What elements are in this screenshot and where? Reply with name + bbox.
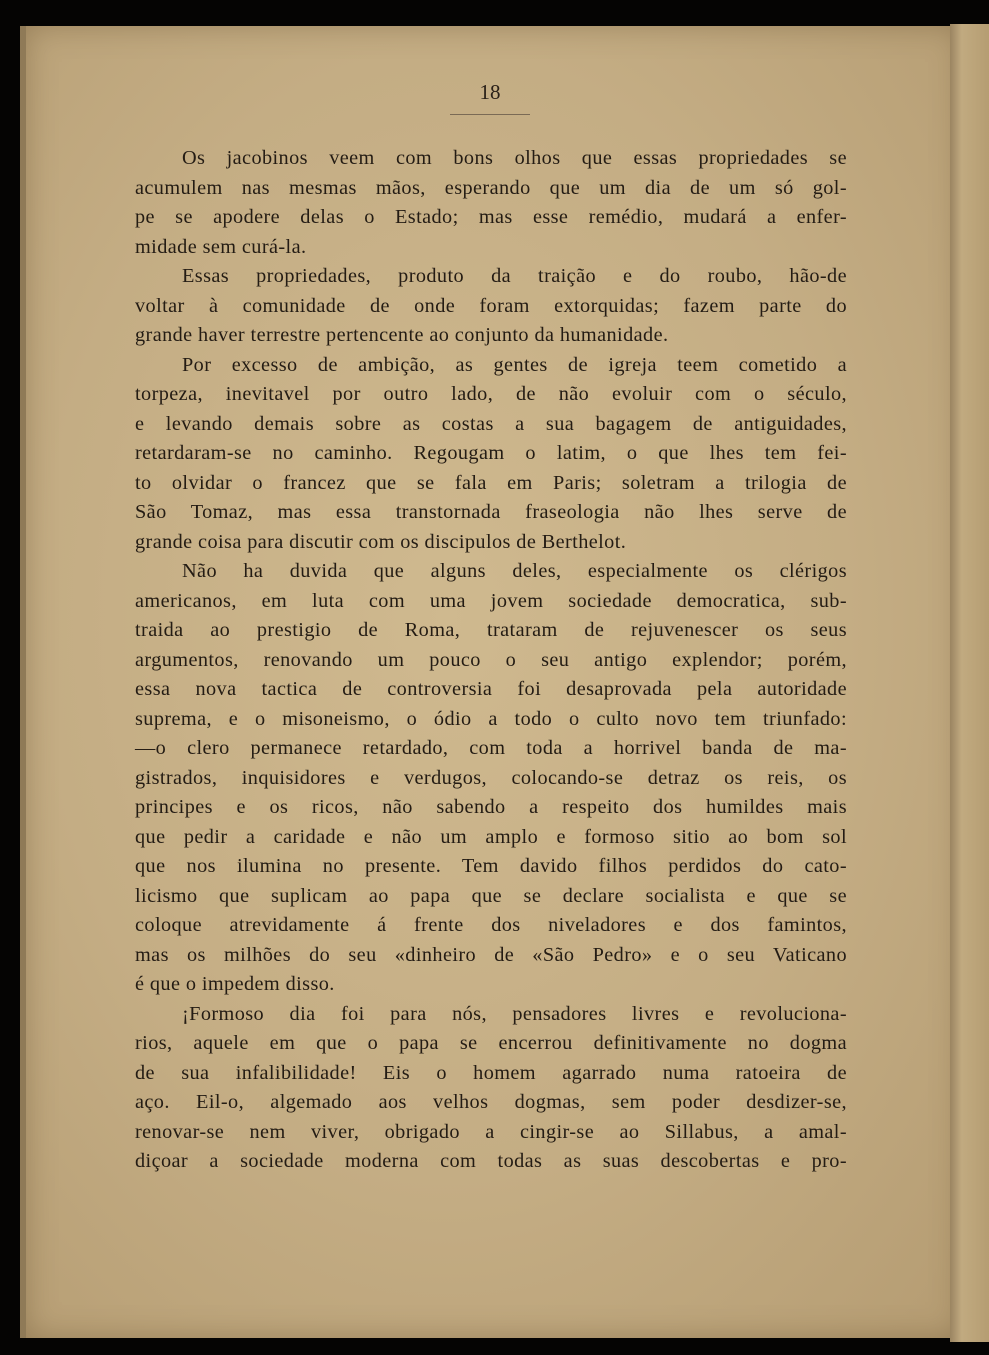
text-line: acumulem nas mesmas mãos, esperando que um dia de um só gol- [135, 176, 847, 199]
text-line: to olvidar o francez que se fala em Paris; soletram a trilogia de [135, 471, 847, 494]
text-line: renovar-se nem viver, obrigado a cingir-se ao Sillabus, a amal- [135, 1120, 847, 1143]
text-line: e levando demais sobre as costas a sua bagagem de antiguidades, [135, 412, 847, 435]
text-line: que nos ilumina no presente. Tem davido filhos perdidos do cato- [135, 855, 847, 877]
text-line: aço. Eil-o, algemado aos velhos dogmas, sem poder desdizer-se, [135, 1091, 847, 1113]
text-line: torpeza, inevitavel por outro lado, de não evoluir com o século, [135, 383, 847, 405]
text-line: ¡Formoso dia foi para nós, pensadores livres e revoluciona- [182, 1002, 847, 1025]
text-line: gistrados, inquisidores e verdugos, colocando-se detraz os reis, os [135, 766, 847, 789]
text-line: é que o impedem disso. [135, 973, 335, 995]
text-line: diçoar a sociedade moderna com todas as suas descobertas e pro- [135, 1150, 847, 1172]
body-text [135, 144, 847, 1177]
text-line: midade sem curá-la. [135, 235, 307, 258]
text-line: Essas propriedades, produto da traição e do roubo, hão-de [182, 265, 847, 287]
text-line: —o clero permanece retardado, com toda a horrivel banda de ma- [135, 737, 847, 759]
text-line: retardaram-se no caminho. Regougam o latim, o que lhes tem fei- [135, 442, 847, 464]
text-line: voltar à comunidade de onde foram extorquidas; fazem parte do [135, 294, 847, 317]
text-line: principes e os ricos, não sabendo a respeito dos humildes mais [135, 796, 847, 818]
text-line: Os jacobinos veem com bons olhos que essas propriedades se [182, 147, 847, 169]
text-line: de sua infalibilidade! Eis o homem agarrado numa ratoeira de [135, 1061, 847, 1084]
text-line: pe se apodere delas o Estado; mas esse remédio, mudará a enfer- [135, 206, 847, 228]
text-line: traida ao prestigio de Roma, trataram de rejuvenescer os seus [135, 619, 847, 641]
page-number: 18 [479, 80, 501, 104]
header-rule [450, 114, 530, 115]
text-line: coloque atrevidamente á frente dos niveladores e dos famintos, [135, 914, 847, 936]
text-line: mas os milhões do seu «dinheiro de «São Pedro» e o seu Vaticano [135, 943, 847, 966]
text-line: que pedir a caridade e não um amplo e formoso sitio ao bom sol [135, 825, 847, 848]
text-line: americanos, em luta com uma jovem sociedade democratica, sub- [135, 589, 847, 612]
text-line: suprema, e o misoneismo, o ódio a todo o culto novo tem triunfado: [135, 707, 847, 730]
text-line: essa nova tactica de controversia foi desaprovada pela autoridade [135, 678, 847, 700]
text-line: licismo que suplicam ao papa que se declare socialista e que se [135, 884, 847, 907]
adjacent-page-edge [950, 24, 989, 1342]
text-line: Por excesso de ambição, as gentes de igreja teem cometido a [182, 353, 847, 376]
text-line: grande coisa para discutir com os discipulos de Berthelot. [135, 530, 627, 553]
text-line: Não ha duvida que alguns deles, especialmente os clérigos [182, 560, 847, 582]
text-line: São Tomaz, mas essa transtornada fraseologia não lhes serve de [135, 501, 847, 523]
text-line: rios, aquele em que o papa se encerrou definitivamente no dogma [135, 1032, 847, 1054]
text-line: argumentos, renovando um pouco o seu antigo explendor; porém, [135, 648, 847, 671]
text-line: grande haver terrestre pertencente ao conjunto da humanidade. [135, 324, 669, 346]
